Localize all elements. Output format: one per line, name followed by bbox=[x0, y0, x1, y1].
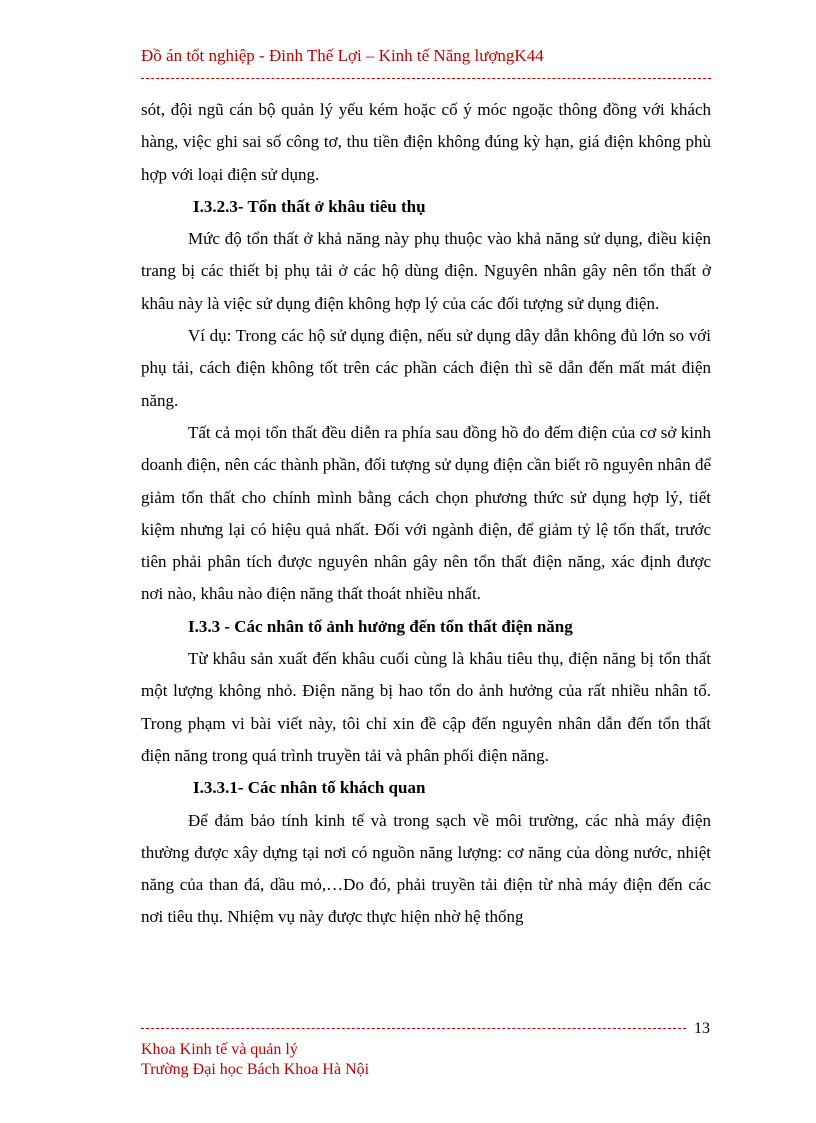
page-number: 13 bbox=[694, 1020, 710, 1037]
paragraph: Mức độ tổn thất ở khả năng này phụ thuộc vào khả năng sử dụng, điều kiện trang bị các thiết bị phụ tải ở các hộ dùng điện. Nguyên nhân gây nên tổn thất ở khâu này là việc sử dụng điện không hợp lý của các đối tượng sử dụng điện. bbox=[141, 229, 711, 313]
section-heading: I.3.3 - Các nhân tố ảnh hưởng đến tổn thất điện năng bbox=[188, 616, 573, 636]
footer-university: Trường Đại học Bách Khoa Hà Nội bbox=[141, 1061, 370, 1078]
page-body bbox=[141, 94, 711, 934]
section-heading: I.3.3.1- Các nhân tố khách quan bbox=[193, 778, 426, 798]
section-heading: I.3.2.3- Tổn thất ở khâu tiêu thụ bbox=[193, 196, 426, 216]
paragraph: sót, đội ngũ cán bộ quản lý yếu kém hoặc cố ý móc ngoặc thông đồng với khách hàng, việc ghi sai số công tơ, thu tiền điện không đúng kỳ hạn, giá điện không phù hợp với loại điện sử dụng. bbox=[141, 100, 711, 184]
header-divider bbox=[141, 78, 711, 79]
paragraph: Từ khâu sản xuất đến khâu cuối cùng là khâu tiêu thụ, điện năng bị tổn thất một lượng không nhỏ. Điện năng bị hao tổn do ảnh hưởng của rất nhiều nhân tố. Trong phạm vi bài viết này, tôi chỉ xin đề cập đến nguyên nhân dẫn đến tổn thất điện năng trong quá trình truyền tải và phân phối điện năng. bbox=[141, 649, 711, 765]
running-header: Đồ án tốt nghiệp - Đinh Thế Lợi – Kinh tế Năng lượngK44 bbox=[141, 46, 544, 65]
paragraph: Tất cả mọi tổn thất đều diễn ra phía sau đồng hồ đo đếm điện của cơ sở kinh doanh điện, nên các thành phần, đối tượng sử dụng điện cần biết rõ nguyên nhân để giảm tổn thất cho chính mình bằng cách chọn phương thức sử dụng hợp lý, tiết kiệm nhưng lại có hiệu quả nhất. Đối với ngành điện, để giảm tỷ lệ tổn thất, trước tiên phải phân tích được nguyên nhân gây nên tổn thất điện năng, xác định được nơi nào, khâu nào điện năng thất thoát nhiều nhất. bbox=[141, 422, 711, 604]
paragraph: Để đảm bảo tính kinh tế và trong sạch về môi trường, các nhà máy điện thường được xây dựng tại nơi có nguồn năng lượng: cơ năng của dòng nước, nhiệt năng của than đá, dầu mỏ,…Do đó, phải truyền tải điện từ nhà máy điện đến các nơi tiêu thụ. Nhiệm vụ này được thực hiện nhờ hệ thống bbox=[141, 810, 711, 927]
footer-divider bbox=[141, 1028, 686, 1029]
footer-faculty: Khoa Kinh tế và quản lý bbox=[141, 1041, 298, 1058]
running-footer bbox=[141, 1040, 369, 1080]
paragraph: Ví dụ: Trong các hộ sử dụng điện, nếu sử dụng dây dẫn không đủ lớn so với phụ tải, cách điện không tốt trên các phần cách điện thì sẽ dẫn đến mất mát điện năng. bbox=[141, 326, 711, 410]
